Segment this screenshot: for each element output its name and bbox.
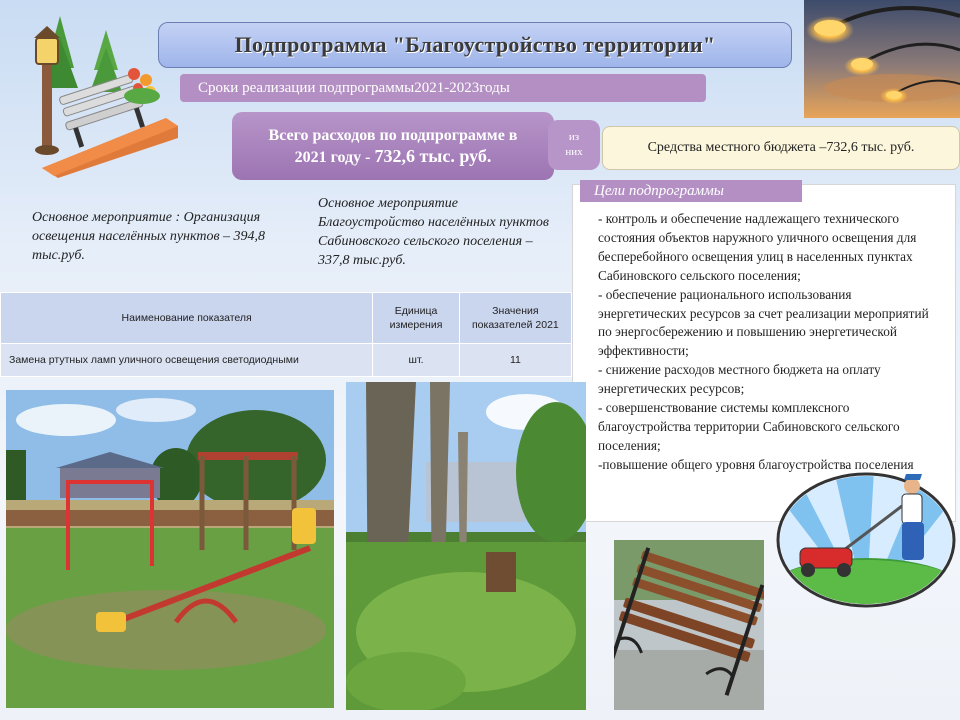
total-expenses-box — [232, 112, 554, 180]
col-header-value: Значения показателей 2021 — [459, 293, 571, 344]
table-header-row — [1, 293, 572, 344]
total-line2 — [295, 146, 492, 168]
street-lights-photo — [804, 0, 960, 118]
goal-item: - обеспечение рационального использования энергетических ресурсов за счет реализации мероприятий по энергосбережению и повышению энергетической эффективности; — [598, 286, 929, 359]
total-value: 732,6 тыс. руб. — [374, 145, 492, 166]
page-title: Подпрограмма "Благоустройство территории" — [158, 22, 792, 68]
playground-photo — [6, 390, 334, 708]
goal-item: - совершенствование системы комплексного благоустройства территории Сабиновского сельского поселения; — [598, 400, 900, 453]
goals-list — [598, 210, 938, 475]
total-prefix: 2021 году - — [294, 148, 375, 166]
of-them-word1: из — [568, 131, 580, 143]
goal-item: - снижение расходов местного бюджета на оплату энергетических ресурсов; — [598, 362, 881, 397]
total-line1: Всего расходов по подпрограмме в — [268, 126, 518, 144]
of-them-word2: них — [565, 146, 583, 158]
tree-cutting-photo — [346, 382, 586, 710]
of-them-box — [548, 120, 600, 170]
cell-unit: шт. — [373, 344, 459, 377]
event-lighting: Основное мероприятие : Организация освещения населённых пунктов – 394,8 тыс.руб. — [32, 210, 266, 263]
col-header-unit: Единица измерения — [373, 293, 459, 344]
goals-heading: Цели подпрограммы — [580, 180, 802, 202]
col-header-name: Наименование показателя — [1, 293, 373, 344]
goal-item: - контроль и обеспечение надлежащего технического состояния объектов наружного уличного освещения для бесперебойного освещения улиц в населенных пунктах Сабиновского сельского поселения; — [598, 211, 917, 283]
indicators-table — [0, 292, 572, 377]
table-row — [1, 344, 572, 377]
bench-photo — [614, 540, 764, 710]
event-landscaping: Основное мероприятие Благоустройство населённых пунктов Сабиновского сельского поселения – 337,8 тыс.руб. — [318, 196, 549, 268]
cell-name: Замена ртутных ламп уличного освещения светодиодными — [1, 344, 373, 377]
local-budget-box: Средства местного бюджета –732,6 тыс. руб. — [602, 126, 960, 170]
period-banner: Сроки реализации подпрограммы2021-2023годы — [180, 74, 706, 102]
lawn-mower-clipart — [774, 470, 960, 610]
cell-value: 11 — [459, 344, 571, 377]
goal-item: -повышение общего уровня благоустройства поселения — [598, 456, 914, 472]
